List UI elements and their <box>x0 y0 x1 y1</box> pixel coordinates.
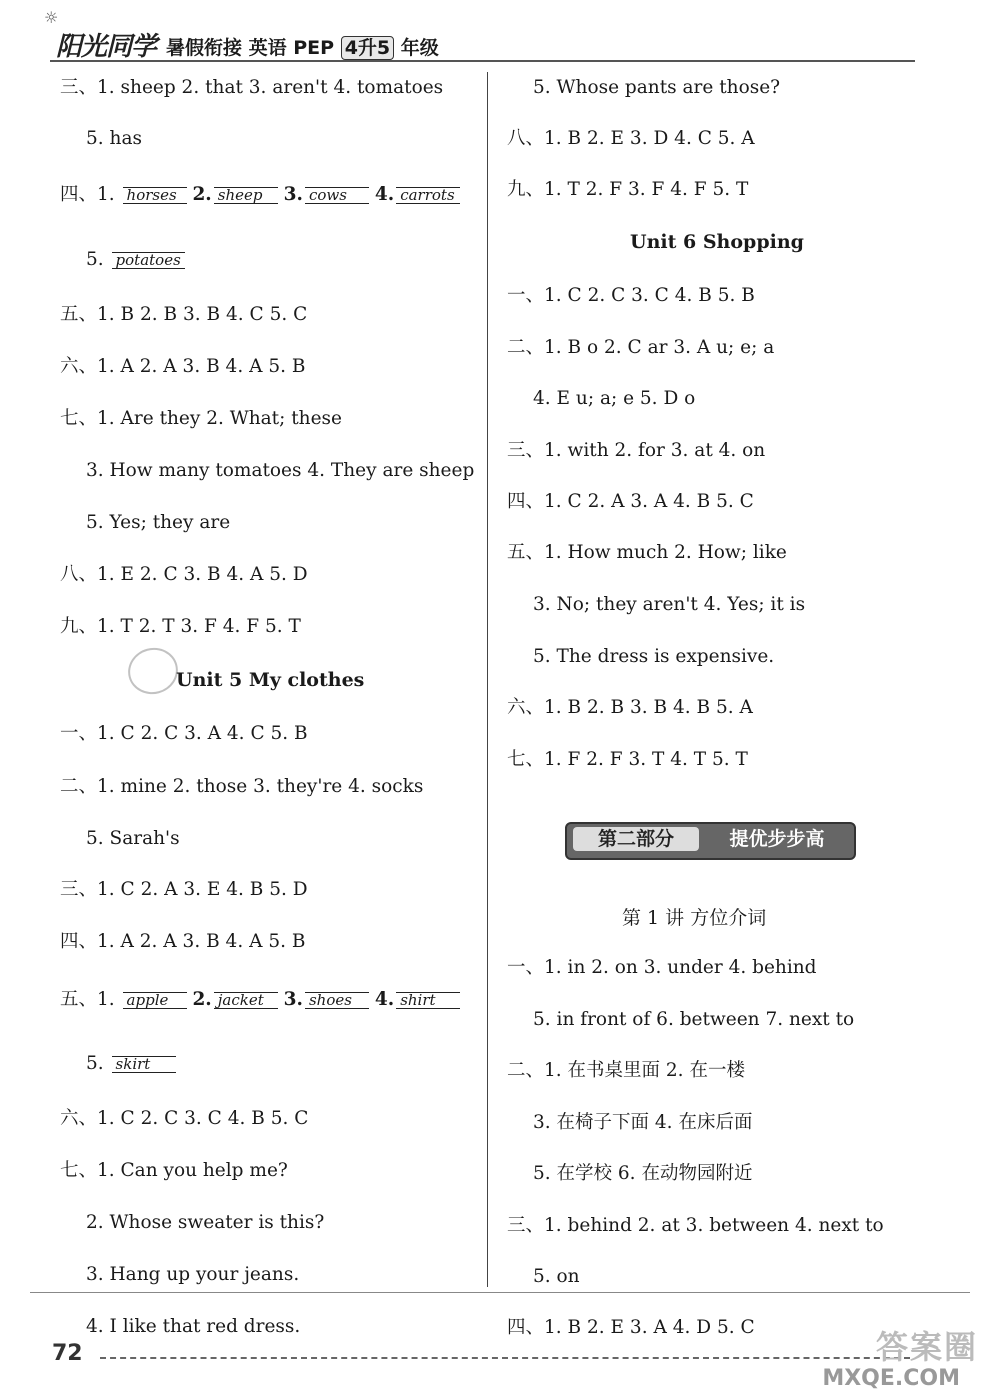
answer-line: 六、1. C 2. C 3. C 4. B 5. C <box>60 1108 309 1129</box>
answer-line: 3. How many tomatoes 4. They are sheep <box>86 460 475 481</box>
answer-line: 九、1. T 2. T 3. F 4. F 5. T <box>60 616 301 637</box>
answer-line: 二、1. mine 2. those 3. they're 4. socks <box>60 776 424 797</box>
answer-line: 3. No; they aren't 4. Yes; it is <box>533 594 806 615</box>
answer-line: 3. 在椅子下面 4. 在床后面 <box>533 1112 753 1133</box>
handwritten-word: jacket <box>214 992 278 1009</box>
answer-line: 4. I like that red dress. <box>86 1316 301 1337</box>
header-subject: 暑假衔接 英语 PEP <box>166 37 335 59</box>
handwritten-word: skirt <box>112 1056 176 1073</box>
answer-line: 五、1. B 2. B 3. B 4. C 5. C <box>60 304 308 325</box>
sun-icon: ☼ <box>44 8 59 27</box>
answer-line: 2. Whose sweater is this? <box>86 1212 325 1233</box>
answer-line: 八、1. E 2. C 3. B 4. A 5. D <box>60 564 308 585</box>
answer-line: 五、1. How much 2. How; like <box>507 542 787 563</box>
page-header <box>44 8 915 62</box>
grade-suffix: 年级 <box>400 37 439 59</box>
answer-line: 5. in front of 6. between 7. next to <box>533 1009 855 1030</box>
answer-line: 二、1. 在书桌里面 2. 在一楼 <box>507 1060 745 1081</box>
answer-line: 5. The dress is expensive. <box>533 646 775 667</box>
answer-line: 七、1. Are they 2. What; these <box>60 408 342 429</box>
lesson-title: 第 1 讲 方位介词 <box>622 907 767 929</box>
handwritten-word: cows <box>305 187 369 204</box>
watermark-url: MXQE.COM <box>822 1366 960 1391</box>
handwritten-word: sheep <box>214 187 278 204</box>
answer-line: 三、1. with 2. for 3. at 4. on <box>507 440 766 461</box>
unit-title: Unit 5 My clothes <box>176 669 365 691</box>
answer-line: 一、1. C 2. C 3. A 4. C 5. B <box>60 723 308 744</box>
answer-line: 三、1. behind 2. at 3. between 4. next to <box>507 1215 884 1236</box>
answer-line: 三、1. sheep 2. that 3. aren't 4. tomatoes <box>60 77 444 98</box>
grade-box: 4升5 <box>341 36 394 60</box>
answer-line: 四、1. A 2. A 3. B 4. A 5. B <box>60 931 306 952</box>
brand-logo: 阳光同学 <box>56 32 157 62</box>
answer-line: 七、1. Can you help me? <box>60 1160 288 1181</box>
handwritten-word: horses <box>123 187 187 204</box>
answer-line: 5. on <box>533 1266 580 1287</box>
stamp-mark <box>123 642 183 699</box>
answer-line: 九、1. T 2. F 3. F 4. F 5. T <box>507 179 749 200</box>
handwritten-answer-line: 四、1. horses 2. sheep 3. cows 4. carrots <box>60 183 460 207</box>
answer-line: 5. 在学校 6. 在动物园附近 <box>533 1163 753 1184</box>
answer-line: 5. Sarah's <box>86 828 180 849</box>
answer-line: 二、1. B o 2. C ar 3. A u; e; a <box>507 337 775 358</box>
banner-section-title: 提优步步高 <box>729 828 825 850</box>
handwritten-word: shirt <box>396 992 460 1009</box>
handwritten-answer-line: 5. potatoes <box>86 248 185 272</box>
handwritten-word: apple <box>123 992 187 1009</box>
answer-line: 八、1. B 2. E 3. D 4. C 5. A <box>507 128 755 149</box>
footer-divider <box>30 1292 970 1293</box>
answer-line: 5. has <box>86 128 142 149</box>
handwritten-answer-line: 五、1. apple 2. jacket 3. shoes 4. shirt <box>60 988 460 1012</box>
answer-line: 4. E u; a; e 5. D o <box>533 388 696 409</box>
answer-line: 四、1. B 2. E 3. A 4. D 5. C <box>507 1317 755 1338</box>
watermark: 答案圈 <box>875 1328 978 1366</box>
answer-line: 七、1. F 2. F 3. T 4. T 5. T <box>507 749 748 770</box>
banner-part-label: 第二部分 <box>573 827 699 851</box>
answer-line: 六、1. A 2. A 3. B 4. A 5. B <box>60 356 306 377</box>
answer-line: 四、1. C 2. A 3. A 4. B 5. C <box>507 491 754 512</box>
answer-line: 一、1. C 2. C 3. C 4. B 5. B <box>507 285 755 306</box>
handwritten-word: carrots <box>396 187 460 204</box>
answer-line: 5. Yes; they are <box>86 512 231 533</box>
answer-line: 三、1. C 2. A 3. E 4. B 5. D <box>60 879 308 900</box>
handwritten-word: shoes <box>305 992 369 1009</box>
answer-line: 5. Whose pants are those? <box>533 77 781 98</box>
handwritten-answer-line: 5. skirt <box>86 1052 176 1076</box>
page-number: 72 <box>52 1341 83 1366</box>
handwritten-word: potatoes <box>112 252 185 269</box>
answer-line: 3. Hang up your jeans. <box>86 1264 300 1285</box>
column-divider <box>487 72 488 1287</box>
unit-title: Unit 6 Shopping <box>630 231 804 253</box>
footer-dashed-line <box>100 1357 910 1359</box>
answer-line: 六、1. B 2. B 3. B 4. B 5. A <box>507 697 753 718</box>
answer-line: 一、1. in 2. on 3. under 4. behind <box>507 957 817 978</box>
section-banner <box>565 822 856 860</box>
header-title <box>166 33 439 60</box>
